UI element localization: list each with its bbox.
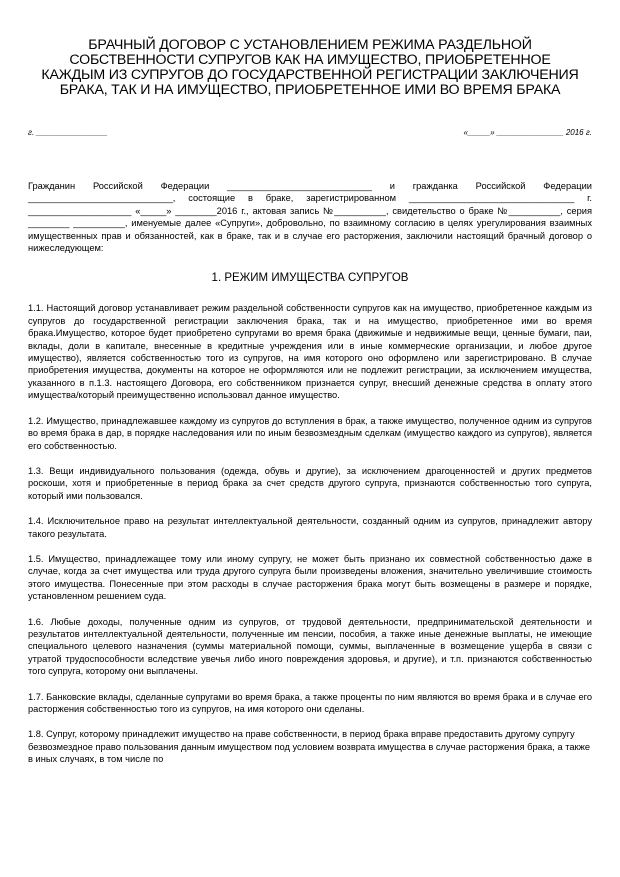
clause-1-1: 1.1. Настоящий договор устанавливает режим раздельной собственности супругов как на имущество, приобретенное каждым из супругов до государственной регистрации заключения брака, так и на имущество, приобретенное ими во время брака.Имущество, которое будет приобретено супругами во время брака (движимые и недвижимые вещи, ценные бумаги, паи, вклады, доли в капитале, внесенные в кредитные учреждения или в иные коммерческие организации, и любое другое имущество), является собственностью того из супругов, на имя которого оно оформлено или зарегистрировано. В случае приобретения имущества, документы на которое не оформляются или не подлежит регистрации, за исключением имущества, указанного в п.1.3. настоящего Договора, его собственником признается супруг, внесший денежные средства в оплату этого имущества/который преимущественно использовал данное имущество. <box>28 303 592 401</box>
clause-1-8: 1.8. Супруг, которому принадлежит имущество на праве собственности, в период брака вправе предоставить другому супругу безвозмездное право пользования данным имуществом под условием возврата имущества в случае расторжения брака, а также в иных случаях, в том числе по <box>28 729 590 765</box>
place-date-row <box>28 128 592 142</box>
document-title: БРАЧНЫЙ ДОГОВОР С УСТАНОВЛЕНИЕМ РЕЖИМА РАЗДЕЛЬНОЙ СОБСТВЕННОСТИ СУПРУГОВ КАК НА ИМУЩЕСТВО, ПРИОБРЕТЕННОЕ КАЖДЫМ ИЗ СУПРУГОВ ДО ГОСУДАРСТВЕННОЙ РЕГИСТРАЦИИ ЗАКЛЮЧЕНИЯ БРАКА, ТАК И НА ИМУЩЕСТВО, ПРИОБРЕТЕННОЕ ИМИ ВО ВРЕМЯ БРАКА <box>41 37 579 98</box>
place-line: г. ________________ <box>28 128 108 137</box>
clause-1-5: 1.5. Имущество, принадлежащее тому или иному супругу, не может быть признано их совместной собственностью даже в случае, когда за счет имущества или труда другого супруга были произведены вложения, значительно увеличившие стоимость этого имущества. Понесенные при этом расходы в случае расторжения брака могут быть возмещены в размере и порядке, установленном решением суда. <box>28 553 592 602</box>
clause-1-7: 1.7. Банковские вклады, сделанные супругами во время брака, а также проценты по ним являются во время брака и в случае его расторжения собственностью того из супругов, на имя которого они сделаны. <box>28 691 592 714</box>
clause-1-6: 1.6. Любые доходы, полученные одним из супругов, от трудовой деятельности, предпринимательской деятельности и результатов интеллектуальной деятельности, полученные им пенсии, пособия, а также иные денежные выплаты, не имеющие специального целевого назначения (суммы материальной помощи, суммы, выплаченные в возмещение ущерба в связи с утратой трудоспособности вследствие увечья либо иного повреждения здоровья, и другие), и т.п. признаются собственностью того супруга, которому они выплачены. <box>28 616 592 677</box>
intro-paragraph: Гражданин Российской Федерации ____________________________ и гражданка Российской Федерации ____________________________, состоящие в браке, зарегистрированном ________________________________ г. ____________________ «_____» ________2016 г., актовая запись №__________, свидетельство о браке №__________, серия ________ __________, именуемые далее «Супруги», добровольно, по взаимному согласию в целях урегулирования взаимных имущественных прав и обязанностей, как в браке, так и в случае его расторжения, заключили настоящий брачный договор о нижеследующем: <box>28 181 592 254</box>
clause-1-3: 1.3. Вещи индивидуального пользования (одежда, обувь и другие), за исключением драгоценностей и других предметов роскоши, хотя и приобретенные в период брака за счет средств другого супруга, признаются собственностью того супруга, который ими пользовался. <box>28 465 592 501</box>
section-title: 1. РЕЖИМ ИМУЩЕСТВА СУПРУГОВ <box>211 272 409 285</box>
clause-1-2: 1.2. Имущество, принадлежавшее каждому из супругов до вступления в брак, а также имущество, полученное одним из супругов во время брака в дар, в порядке наследования или по иным безвозмездным сделкам (имущество каждого из супругов), является его собственностью. <box>28 415 592 451</box>
clause-1-4: 1.4. Исключительное право на результат интеллектуальной деятельности, созданный одним из супругов, принадлежит автору такого результата. <box>28 516 592 539</box>
date-line: «_____» _______________ 2016 г. <box>463 128 592 137</box>
